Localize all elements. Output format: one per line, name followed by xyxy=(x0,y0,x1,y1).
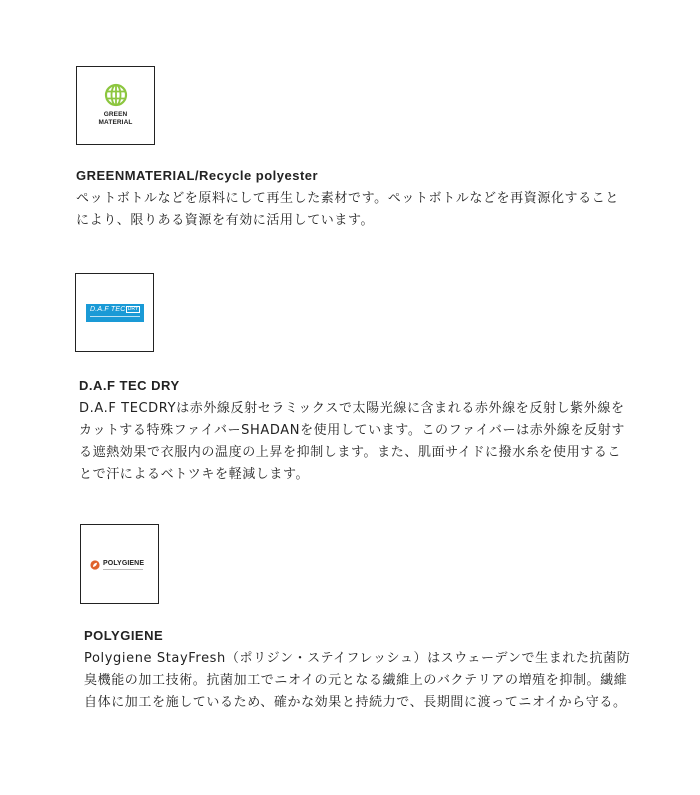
daf-tec-logo-text: D.A.F TEC xyxy=(90,306,126,313)
section-description: Polygiene StayFresh（ポリジン・ステイフレッシュ）はスウェーデンで生まれた抗菌防臭機能の加工技術。抗菌加工でニオイの元となる繊維上のバクテリアの増殖を抑制。繊維自体に加工を施しているため、確かな効果と持続力で、長期間に渡ってニオイから守る。 xyxy=(84,651,631,710)
dry-badge: DRY xyxy=(127,306,139,312)
green-material-logo xyxy=(76,66,155,145)
green-material-logo-text: GREEN MATERIAL xyxy=(98,111,133,126)
feature-section-polygiene xyxy=(80,524,640,714)
section-title: GREENMATERIAL/Recycle polyester xyxy=(76,168,319,183)
section-title: D.A.F TEC DRY xyxy=(79,378,180,393)
daf-tec-dry-logo xyxy=(75,273,154,352)
daf-tec-badge xyxy=(86,304,144,322)
feature-section-daf-tec-dry xyxy=(75,273,635,486)
polygiene-logo xyxy=(80,524,159,604)
feature-section-green-material xyxy=(76,66,636,232)
globe-icon xyxy=(104,83,128,107)
section-description: D.A.F TECDRYは赤外線反射セラミックスで太陽光線に含まれる赤外線を反射し紫外線をカットする特殊ファイバーSHADANを使用しています。このファイバーは赤外線を反射する遮熱効果で衣服内の温度の上昇を抑制します。また、肌面サイドに撥水糸を使用することで汗によるベトツキを軽減します。 xyxy=(79,401,625,482)
polygiene-leaf-icon xyxy=(90,560,100,570)
logo-divider xyxy=(90,316,140,317)
logo-tagline-line xyxy=(103,569,143,570)
polygiene-logo-text: POLYGIENE xyxy=(103,560,145,567)
section-description: ペットボトルなどを原料にして再生した素材です。ペットボトルなどを再資源化することにより、限りある資源を有効に活用しています。 xyxy=(76,191,619,228)
section-title: POLYGIENE xyxy=(84,628,164,643)
